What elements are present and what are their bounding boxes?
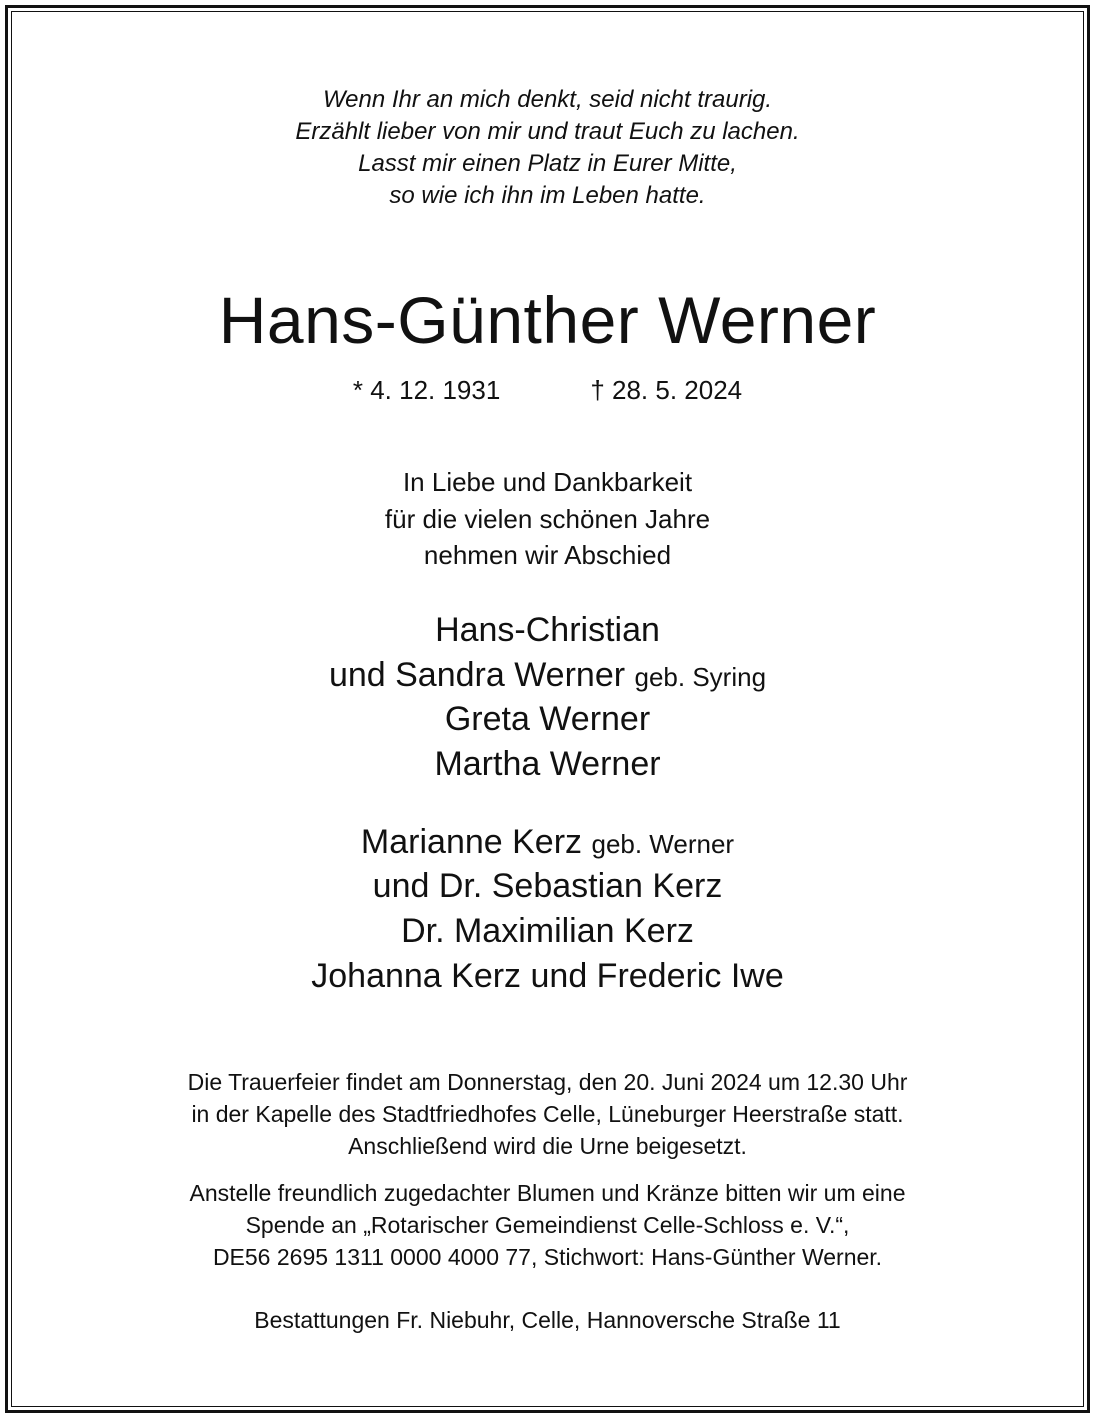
birth-date: * 4. 12. 1931 [352, 375, 501, 405]
farewell-line-1: In Liebe und Dankbarkeit [402, 467, 693, 497]
mourner-name: Marianne Kerz [360, 823, 583, 861]
poem-line-1: Wenn Ihr an mich denkt, seid nicht traurig. [322, 86, 773, 113]
donation-line-3: DE56 2695 1311 0000 4000 77, Stichwort: Hans-Günther Werner. [212, 1244, 883, 1270]
death-date: † 28. 5. 2024 [590, 375, 743, 405]
poem-line-2: Erzählt lieber von mir und traut Euch zu lachen. [295, 118, 800, 145]
funeral-line-1: Die Trauerfeier findet am Donnerstag, den 20. Juni 2024 um 12.30 Uhr [187, 1069, 908, 1095]
birth-name: geb. Werner [591, 829, 735, 859]
mourner-maximilian-kerz: Dr. Maximilian Kerz [401, 912, 694, 950]
funeral-line-3: Anschließend wird die Urne beigesetzt. [348, 1133, 747, 1159]
donation-line-2: Spende an „Rotarischer Gemeindienst Celle-Schloss e. V.“, [245, 1212, 850, 1238]
mourner-sebastian-kerz: und Dr. Sebastian Kerz [372, 867, 723, 905]
poem-line-4: so wie ich ihn im Leben hatte. [389, 182, 706, 209]
farewell-line-3: nehmen wir Abschied [423, 540, 672, 570]
funeral-line-2: in der Kapelle des Stadtfriedhofes Celle, Lüneburger Heerstraße statt. [191, 1101, 904, 1127]
mourner-greta-werner: Greta Werner [444, 700, 651, 738]
farewell-line-2: für die vielen schönen Jahre [384, 504, 711, 534]
mourner-hans-christian: Hans-Christian [435, 611, 660, 649]
mourner-name: und Sandra Werner [328, 656, 626, 694]
donation-line-1: Anstelle freundlich zugedachter Blumen und Kränze bitten wir um eine [189, 1180, 906, 1206]
undertaker-info: Bestattungen Fr. Niebuhr, Celle, Hannoversche Straße 11 [254, 1307, 841, 1333]
mourner-sandra-werner [0, 653, 1095, 699]
mourner-martha-werner: Martha Werner [434, 745, 661, 783]
mourner-marianne-kerz [0, 820, 1095, 866]
birth-name: geb. Syring [634, 662, 767, 692]
deceased-name: Hans-Günther Werner [218, 283, 877, 357]
life-dates [0, 374, 1095, 406]
mourner-johanna-frederic: Johanna Kerz und Frederic Iwe [311, 957, 784, 995]
poem-line-3: Lasst mir einen Platz in Eurer Mitte, [358, 150, 737, 177]
